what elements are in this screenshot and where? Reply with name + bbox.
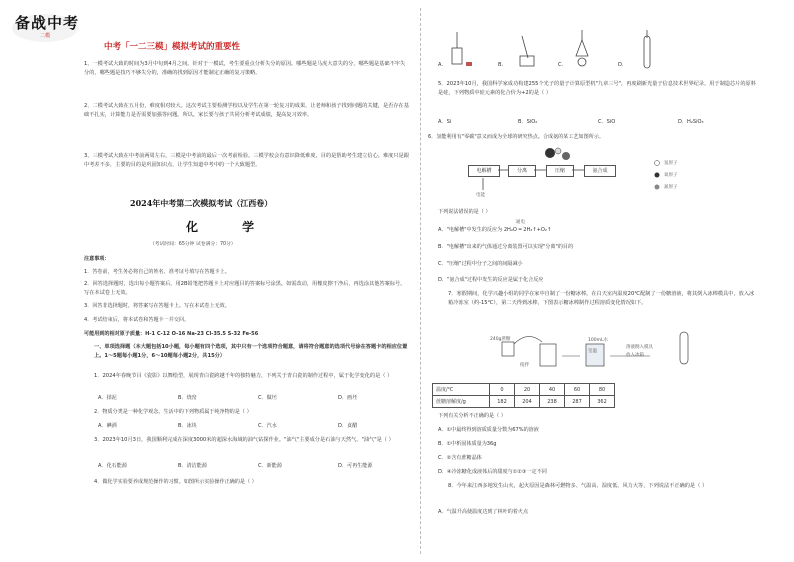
q5-option-a[interactable]: A．Si [438, 119, 452, 125]
table-cell: 40 [540, 384, 565, 396]
q7-option-a[interactable]: A．①中最终得到溶质质量分数为67%的溶液 [438, 427, 539, 433]
logo-title: 备战中考 [15, 14, 80, 32]
q6-flow-ammonia-synthesis: 氨合成 [584, 165, 616, 177]
table-cell: 60 [565, 384, 590, 396]
table-cell: 20 [515, 384, 540, 396]
q6-flow-separation: 分离 [508, 165, 536, 177]
table-cell: 温度/℃ [433, 384, 490, 396]
q7-option-c[interactable]: C．②含有蔗糖晶体 [438, 455, 482, 461]
q4-figure-a [452, 32, 472, 66]
exam-title: 2024年中考第二次模拟考试（江西卷） [130, 198, 273, 208]
q6-option-c[interactable]: C．"压缩"过程中分子之间的间隔减小 [438, 261, 523, 267]
q6-option-d[interactable]: D．"氨合成"过程中发生的反应是属于化合反应 [438, 277, 544, 283]
table-cell: 0 [490, 384, 515, 396]
atomic-masses: 可能用到的相对原子质量：H-1 C-12 O-16 Na-23 Cl-35.5 S-32 Fe-56 [84, 331, 259, 337]
q2-option-a[interactable]: A．碘酒 [98, 423, 117, 429]
intro-paragraph-1: 1、一模考试大致的时间为3月中旬到4月之间。针对于一模试，考生要重点分析失分的原因。哪些题是马虎大意失的分，哪些题是基础不牢失分的，哪些题是技巧不够失分的，准确的找到原因才能制定正确的复习策略。 [84, 61, 406, 77]
q1-stem: 1．2024年春晚节目《瓷影》以舞绘型，展现青白瓷跨越千年的独特魅力，下列关于青白瓷的制作过程中，属于化学变化的是（ ） [94, 373, 393, 379]
q6-legend-hydrogen: 氢原子 [664, 161, 678, 166]
q7-label-water: 100mL水 [588, 338, 608, 343]
q3-stem: 3．2023年10月3日，我国顺利完成在深度3000米的超深水海域的油气钻探作业。"油气"主要成分是石油与天然气，"油气"是（ ） [94, 437, 394, 443]
q7-label-room-temp: 室温 [588, 349, 597, 354]
banner-title: 中考「一二三模」模拟考试的重要性 [104, 42, 241, 52]
q2-option-c[interactable]: C．汽水 [258, 423, 277, 429]
logo [10, 8, 80, 46]
q5-options [438, 118, 704, 125]
section-1-heading: 一、单项选择题（本大题包括10小题，每小题有四个选项，其中只有一个选项符合题意，请将符合题意的选项代号涂在答题卡的相应位置上。1～5题每小题1分，6～10题每小题2分，共15分） [94, 344, 408, 360]
note-2: 2．回答选择题时，选出每小题答案后，用2B铅笔把答题卡上对应题目的答案标号涂黑。如需改动，用橡皮擦干净后，再选涂其他答案标号。写在本试卷上无效。 [84, 281, 406, 297]
q7-option-d[interactable]: D．④冷冻糖化成液体后的甜度与①②③一定不同 [438, 469, 547, 475]
q5-option-b[interactable]: B．SiO₂ [518, 119, 538, 125]
table-cell: 238 [540, 396, 565, 408]
q4-option-c[interactable]: C. [558, 62, 564, 68]
table-cell: 204 [515, 396, 540, 408]
note-1: 1．答卷前，考生务必将自己的姓名、准考证号填写在答题卡上。 [84, 269, 230, 275]
q6-option-a[interactable]: A．"电解槽"中发生的反应为 2H₂O ═ 2H₂↑+O₂↑ [438, 227, 552, 233]
table-row [433, 396, 615, 408]
logo-sub: 二模 [40, 33, 51, 39]
table-row [433, 384, 615, 396]
subject-title: 化 学 [186, 220, 275, 234]
q4-option-d[interactable]: D. [618, 62, 624, 68]
table-cell: 182 [490, 396, 515, 408]
q6-flow-input: 电能 [476, 193, 485, 198]
q7-process-diagram [500, 328, 700, 378]
q4-options [438, 62, 624, 68]
q5-stem: 5．2023年10月，我国科学家成功构建255个光子的量子计算原型机"九章三号"，再度刷新光量子信息技术世界纪录。用于制造芯片的原料是硅，下列物质中硅元素的化合价为+2的是（ ） [438, 81, 756, 97]
q6-stem: 6．氢能利用有"零碳"意义而成为全球的研究热点。合成氨的某工艺如图所示。 [428, 134, 605, 140]
q7-label-mold: 溶液倒入模具 [626, 345, 653, 350]
q6-legend-swatches [652, 160, 662, 194]
q3-options [98, 462, 373, 469]
q7-stem: 7．寒假期间，化学兴趣小组的同学在家中自制了一份糖冰棒。在白天室内温度20℃配制了一份糖溶液，将其倒入冰棒模具中，放入冰箱冷冻室（约-15℃），第二天得到冰棒，下图表示糖冰棒制作过程溶质变化情况如下。 [448, 291, 755, 307]
q7-label-stir: 搅拌 [520, 363, 529, 368]
q4-option-b[interactable]: B. [498, 62, 504, 68]
table-cell: 362 [590, 396, 615, 408]
q6-question: 下列说法错误的是（ ） [438, 209, 491, 215]
column-divider [420, 8, 421, 554]
table-cell: 287 [565, 396, 590, 408]
intro-paragraph-2: 2、二模考试大致在五月份，难度相对较大。这次考试主要检测学校以及学生在第一轮复习的成果，让老师和孩子找到问题的关键，是否存在基础不扎实，计算能力是否需要加强等问题。所以，家长要与孩子共同分析考试成绩，提高复习效率。 [84, 103, 409, 119]
q2-option-b[interactable]: B．冰块 [178, 423, 197, 429]
q5-option-c[interactable]: C．SiO [598, 119, 616, 125]
q3-option-d[interactable]: D．可再生能源 [338, 463, 373, 469]
q1-option-d[interactable]: D．画坯 [338, 395, 358, 401]
q4-stem: 4．做化学实验要养成规范操作的习惯。如图所示实验操作正确的是（ ） [94, 479, 257, 485]
q8-stem: 8．今年来江西多地发生山火，起火原因是森林可燃物多、气温高、湿度低、风力大等，下列说法不正确的是（ ） [448, 483, 708, 489]
q3-option-c[interactable]: C．新能源 [258, 463, 282, 469]
note-4: 4．考试结束后，将本试卷和答题卡一并交回。 [84, 317, 190, 323]
q2-options [98, 422, 357, 429]
q8-option-a[interactable]: A．气温升高使温度达到了林叶的着火点 [438, 509, 529, 515]
q1-option-a[interactable]: A．揉泥 [98, 395, 117, 401]
table-cell: 80 [590, 384, 615, 396]
q4-figure-c [576, 30, 588, 66]
q3-option-a[interactable]: A．化石能源 [98, 463, 127, 469]
table-cell: 蔗糖溶解度/g [433, 396, 490, 408]
q7-label-sugar: 240g蔗糖 [490, 337, 511, 342]
q6-flow-compression: 压缩 [546, 165, 574, 177]
q2-stem: 2．物质分类是一种化学观念。生活中的下列物质属于纯净物的是（ ） [94, 409, 252, 415]
intro-paragraph-3: 3、三模考试大致在中考前两周左右，三模是中考前的最后一次考前检验。三模学校会有意识降低难度，目的是帮助考生建立信心。难度只是跟中考差不多，主要的目的是巩固知识点，让学生知道中考中的一个大致题型。 [84, 153, 409, 169]
q1-options [98, 394, 357, 401]
q6-option-b[interactable]: B．"电解槽"出来的气体通过分离装置可以实现"分离"的目的 [438, 244, 574, 250]
notes-heading: 注意事项： [84, 256, 110, 262]
q6-legend-nitrogen: 氮原子 [664, 185, 678, 190]
q1-option-c[interactable]: C．做坯 [258, 395, 277, 401]
q5-option-d[interactable]: D．H₂SiO₃ [678, 119, 704, 125]
q7-label-freezer: 放入冰箱 [626, 353, 644, 358]
q7-question: 下列有关分析不正确的是（ ） [438, 413, 506, 419]
q7-solubility-table [432, 383, 615, 408]
q4-figure-d [644, 30, 650, 68]
q7-option-b[interactable]: B．①中析固体质量为36g [438, 441, 497, 447]
q6-legend-oxygen: 氧原子 [664, 173, 678, 178]
exam-meta: （考试时间：65分钟 试卷满分：70分） [150, 242, 236, 247]
note-3: 3．回答非选择题时，将答案写在答题卡上。写在本试卷上无效。 [84, 303, 230, 309]
q3-option-b[interactable]: B．清洁能源 [178, 463, 207, 469]
q6-reaction-condition: 通电 [516, 220, 525, 225]
q4-option-a[interactable]: A. [438, 62, 444, 68]
q1-option-b[interactable]: B．烧窑 [178, 395, 197, 401]
q2-option-d[interactable]: D．食醋 [338, 423, 358, 429]
q6-flow-electrolysis: 电解槽 [468, 165, 500, 177]
